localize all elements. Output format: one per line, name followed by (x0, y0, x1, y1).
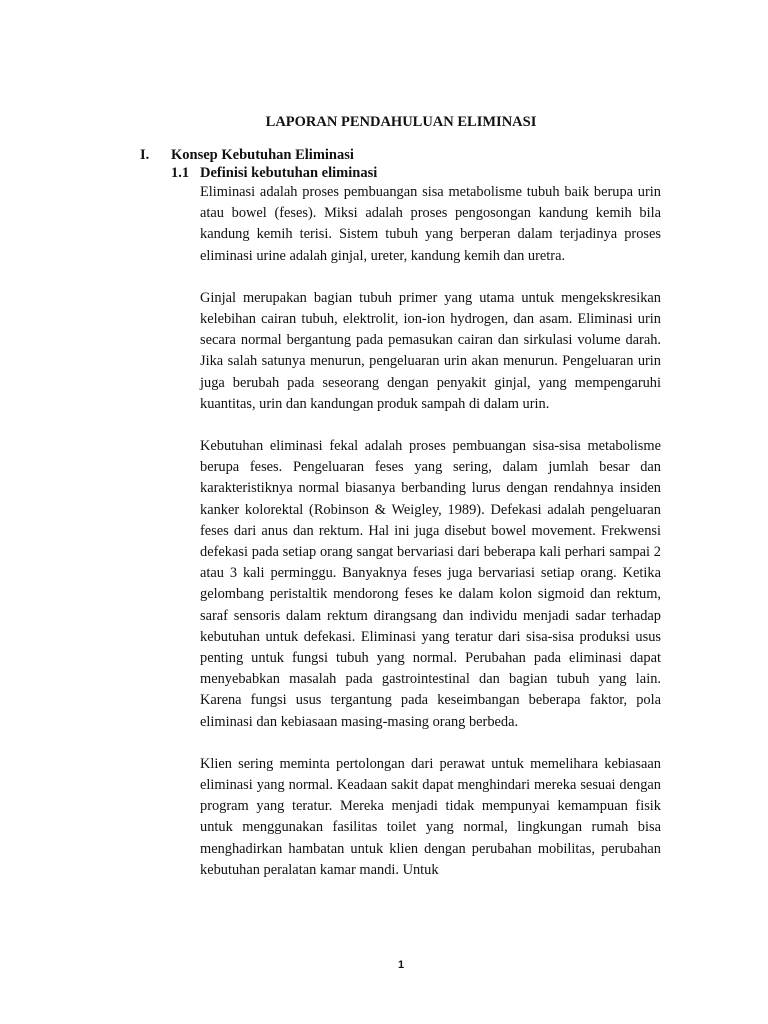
section-title: Konsep Kebutuhan Eliminasi (171, 147, 354, 163)
section-heading (140, 146, 354, 164)
subsection-heading (171, 164, 377, 182)
page-number: 1 (397, 959, 405, 971)
document-title: LAPORAN PENDAHULUAN ELIMINASI (265, 114, 537, 130)
paragraph: Kebutuhan eliminasi fekal adalah proses pembuangan sisa-sisa metabolisme berupa feses. Pengeluaran feses yang sering, dalam jumlah besar dan karakteristiknya normal biasanya berbanding lurus dengan rendahnya insiden kanker kolorektal (Robinson & Weigley, 1989). Defekasi adalah pengeluaran feses dari anus dan rektum. Hal ini juga disebut bowel movement. Frekwensi defekasi pada setiap orang sangat bervariasi dari beberapa kali perhari sampai 2 atau 3 kali perminggu. Banyaknya feses juga bervariasi setiap orang. Ketika gelombang peristaltik mendorong feses ke dalam kolon sigmoid dan rektum, saraf sensoris dalam rektum dirangsang dan individu menjadi sadar terhadap kebutuhan untuk defekasi. Eliminasi yang teratur dari sisa-sisa produksi usus penting untuk fungsi tubuh yang normal. Perubahan pada eliminasi dapat menyebabkan masalah pada gastrointestinal dan bagian tubuh yang lain. Karena fungsi usus tergantung pada keseimbangan beberapa faktor, pola eliminasi dan kebiasaan masing-masing orang berbeda. (200, 438, 661, 730)
subsection-title: Definisi kebutuhan eliminasi (200, 165, 378, 181)
section-number: I. (140, 147, 150, 163)
paragraph: Ginjal merupakan bagian tubuh primer yang utama untuk mengekskresikan kelebihan cairan tubuh, elektrolit, ion-ion hydrogen, dan asam. Eliminasi urin secara normal bergantung pada pemasukan cairan dan sirkulasi volume darah. Jika salah satunya menurun, pengeluaran urin akan menurun. Pengeluaran urin juga berubah pada seseorang dengan penyakit ginjal, yang mempengaruhi kuantitas, urin dan kandungan produk sampah di dalam urin. (200, 289, 661, 412)
body-text (200, 182, 661, 902)
subsection-number: 1.1 (171, 165, 190, 181)
paragraph: Klien sering meminta pertolongan dari perawat untuk memelihara kebiasaan eliminasi yang normal. Keadaan sakit dapat menghindari mereka sesuai dengan program yang teratur. Mereka menjadi tidak mempunyai kemampuan fisik untuk menggunakan fasilitas toilet yang normal, lingkungan rumah bisa menghadirkan hambatan untuk klien dengan perubahan mobilitas, perubahan kebutuhan peralatan kamar mandi. Untuk (200, 755, 661, 878)
paragraph: Eliminasi adalah proses pembuangan sisa metabolisme tubuh baik berupa urin atau bowel (feses). Miksi adalah proses pengosongan kandung kemih bila kandung kemih terisi. Sistem tubuh yang berperan dalam terjadinya proses eliminasi urine adalah ginjal, ureter, kandung kemih dan uretra. (200, 184, 661, 264)
